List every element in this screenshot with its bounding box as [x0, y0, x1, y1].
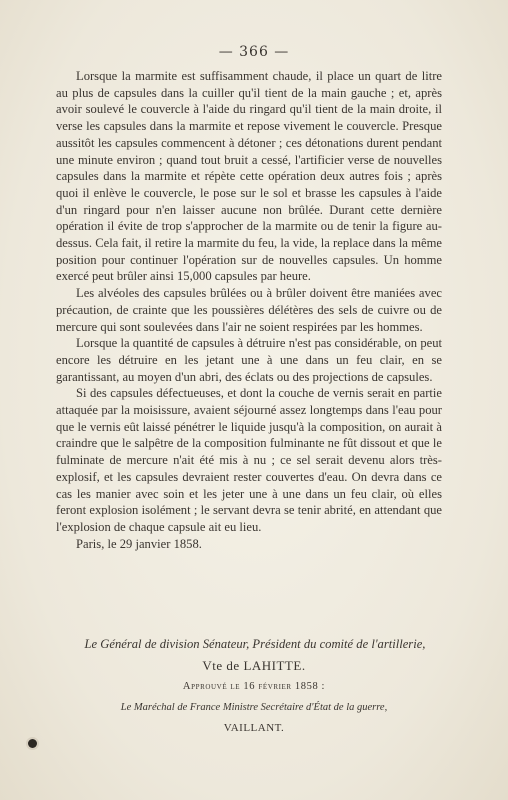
general-title: Le Général de division Sénateur, Président du comité de l'artillerie,	[84, 637, 426, 651]
body-text	[56, 68, 442, 552]
approval-line: Approuvé le 16 février 1858 :	[182, 681, 326, 692]
paragraph: Lorsque la quantité de capsules à détruire n'est pas considérable, on peut encore les détruire en les jetant une à une dans un feu clair, en se garantissant, au moyen d'un abri, des éclats ou des projections de capsules.	[56, 336, 442, 384]
paragraph: Les alvéoles des capsules brûlées ou à brûler doivent être maniées avec précaution, de crainte que les poussières délétères des sels de cuivre ou de mercure qui sont soulevées dans l'air ne soient respirées par les hommes.	[56, 286, 442, 334]
ink-blot-mark	[28, 739, 37, 748]
page-number: — 366 —	[218, 44, 290, 60]
marechal-title: Le Maréchal de France Ministre Secrétaire d'État de la guerre,	[120, 702, 388, 713]
general-name: Vte de LAHITTE.	[202, 658, 306, 673]
dateline: Paris, le 29 janvier 1858.	[76, 536, 202, 551]
paragraph: Lorsque la marmite est suffisamment chaude, il place un quart de litre au plus de capsules dans la cuiller qu'il tient de la main gauche ; et, après avoir soulevé le couvercle à l'aide du ringard qu'il tient de la main droite, il verse les capsules dans la marmite et repose vivement le couvercle. Presque aussitôt les capsules commencent à détoner ; ces détonations durent pendant une minute environ ; quand tout bruit a cessé, l'artificier verse de nouvelles capsules dans la marmite et répète cette opération deux autres fois ; après quoi il enlève le couvercle, le pose sur le sol et brasse les capsules à l'aide d'un ringard pour n'en laisser aucune non brûlée. Durant cette dernière opération il évite de trop s'approcher de la marmite ou de tenir la figure au-dessus. Cela fait, il retire la marmite du feu, la vide, la replace dans la même position pour continuer l'opération sur de nouvelles capsules. Un homme exercé peut brûler ainsi 15,000 capsules par heure.	[56, 69, 442, 284]
paragraph: Si des capsules défectueuses, et dont la couche de vernis serait en partie attaquée par la moisissure, avaient séjourné assez longtemps dans l'eau pour que le vernis eût laissé pénétrer le liquide jusqu'à la composition, on aurait à craindre que le salpêtre de la composition fulminante ne fût dissout et que le fulminate de mercure n'ait été mis à nu ; ce sel serait devenu alors très-explosif, et les capsules devraient rester couvertes d'eau. On devra dans ce cas les manier avec soin et les jeter une à une dans un feu clair, où elles feront explosion isolément ; le servant devra se tenir abrité, en attendant que l'explosion de chaque capsule ait eu lieu.	[56, 386, 442, 534]
marechal-name: VAILLANT.	[223, 722, 285, 734]
